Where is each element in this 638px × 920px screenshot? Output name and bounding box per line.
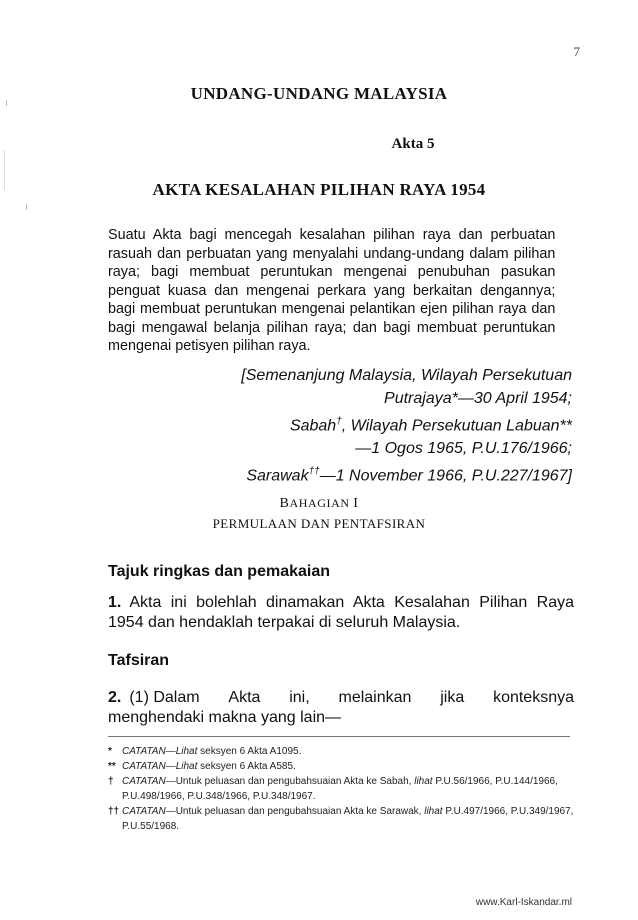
date-line-1: [Semenanjung Malaysia, Wilayah Persekutuan: [241, 367, 572, 384]
section-1-heading: Tajuk ringkas dan pemakaian: [108, 563, 331, 580]
footnote-mark: ††: [108, 806, 120, 817]
date-line-2: Putrajaya*—30 April 1954;: [384, 390, 572, 407]
footnote-text: Untuk peluasan dan pengubahsuaian Akta ke Sabah,: [175, 776, 412, 787]
footnote-label: CATATAN—: [122, 776, 176, 787]
date-line-5-pre: Sarawak: [246, 467, 309, 485]
date-line-3-post: , Wilayah Persekutuan Labuan**: [341, 417, 572, 435]
part-title: PERMULAAN DAN PENTAFSIRAN: [212, 516, 426, 531]
footnote-text: seksyen 6 Akta A585.: [200, 761, 296, 772]
footnote-label-see: lihat: [414, 776, 433, 787]
footnote: [108, 774, 578, 804]
footnote-label: CATATAN—Lihat: [122, 761, 198, 772]
footnote-text-refs: P.U.497/1966, P.U.349/1967, P.U.55/1968.: [122, 806, 574, 832]
footnote-mark-double-dagger: ††: [308, 466, 320, 478]
document-country-heading: UNDANG-UNDANG MALAYSIA: [190, 84, 448, 103]
part-label-number: I: [353, 496, 359, 511]
part-label: [0, 496, 638, 512]
date-line-3: [192, 410, 572, 437]
commencement-dates: [192, 364, 572, 488]
part-label-initial: B: [279, 496, 290, 511]
section-1: [108, 593, 574, 633]
scan-artifact: [26, 204, 27, 210]
act-number: Akta 5: [391, 136, 435, 152]
footnotes: [108, 744, 578, 834]
footnote: [108, 744, 578, 759]
section-2-line-2: menghendaki makna yang lain—: [108, 709, 342, 726]
footnote-mark: **: [108, 761, 116, 772]
scan-artifact: [6, 100, 7, 106]
section-2-line-1: [108, 688, 574, 708]
footnote-text-refs: P.U.56/1966, P.U.144/1966, P.U.498/1966, P.U.348/1966, P.U.348/1967.: [122, 776, 558, 802]
date-line-5: [192, 460, 572, 487]
section-2: [108, 688, 574, 728]
section-2-word: melainkan: [338, 689, 412, 706]
page-number: 7: [573, 44, 580, 59]
footnote-divider: [108, 736, 570, 737]
footnote-text: seksyen 6 Akta A1095.: [200, 746, 302, 757]
section-2-heading: Tafsiran: [108, 652, 170, 669]
preamble: Suatu Akta bagi mencegah kesalahan pilihan raya dan perbuatan rasuah dan perbuatan yang menyalahi undang-undang dalam pilihan raya; bagi membuat peruntukan mengenai penubuhan pasukan penguat kuasa dan mengenai perkara yang berkaitan dengannya; bagi membuat peruntukan mengenai pelantikan ejen pilihan raya dan bagi mengawal belanja pilihan raya; dan bagi membuat peruntukan mengenai petisyen pilihan raya.: [108, 226, 556, 354]
section-2-word: (1) Dalam: [129, 689, 200, 706]
date-line-3-pre: Sabah: [289, 417, 337, 435]
footnote-label: CATATAN—: [122, 806, 176, 817]
footnote: [108, 804, 578, 834]
act-title: AKTA KESALAHAN PILIHAN RAYA 1954: [152, 180, 486, 199]
section-2-word: Akta: [228, 689, 261, 706]
date-line-4: —1 Ogos 1965, P.U.176/1966;: [355, 440, 572, 458]
section-2-number: 2.: [108, 689, 122, 706]
section-2-word: konteksnya: [493, 689, 574, 706]
section-2-word: jika: [440, 689, 465, 706]
section-1-text: Akta ini bolehlah dinamakan Akta Kesalahan Pilihan Raya 1954 dan hendaklah terpakai di seluruh Malaysia.: [108, 594, 574, 631]
footnote-mark: *: [108, 746, 112, 757]
footer-watermark: www.Karl-Iskandar.ml: [475, 897, 572, 908]
footnote-mark: †: [108, 776, 114, 787]
part-label-rest: AHAGIAN: [289, 496, 350, 510]
footnote-mark-dagger: †: [336, 416, 342, 427]
date-line-5-post: —1 November 1966, P.U.227/1967]: [319, 467, 572, 485]
footnote-text: Untuk peluasan dan pengubahsuaian Akta ke Sarawak,: [175, 806, 422, 817]
footnote-label: CATATAN—Lihat: [122, 746, 198, 757]
section-1-number: 1.: [108, 594, 122, 611]
footnote: [108, 759, 578, 774]
footnote-label-see: lihat: [424, 806, 443, 817]
section-2-word: ini,: [289, 689, 310, 706]
scan-artifact: [4, 150, 5, 190]
